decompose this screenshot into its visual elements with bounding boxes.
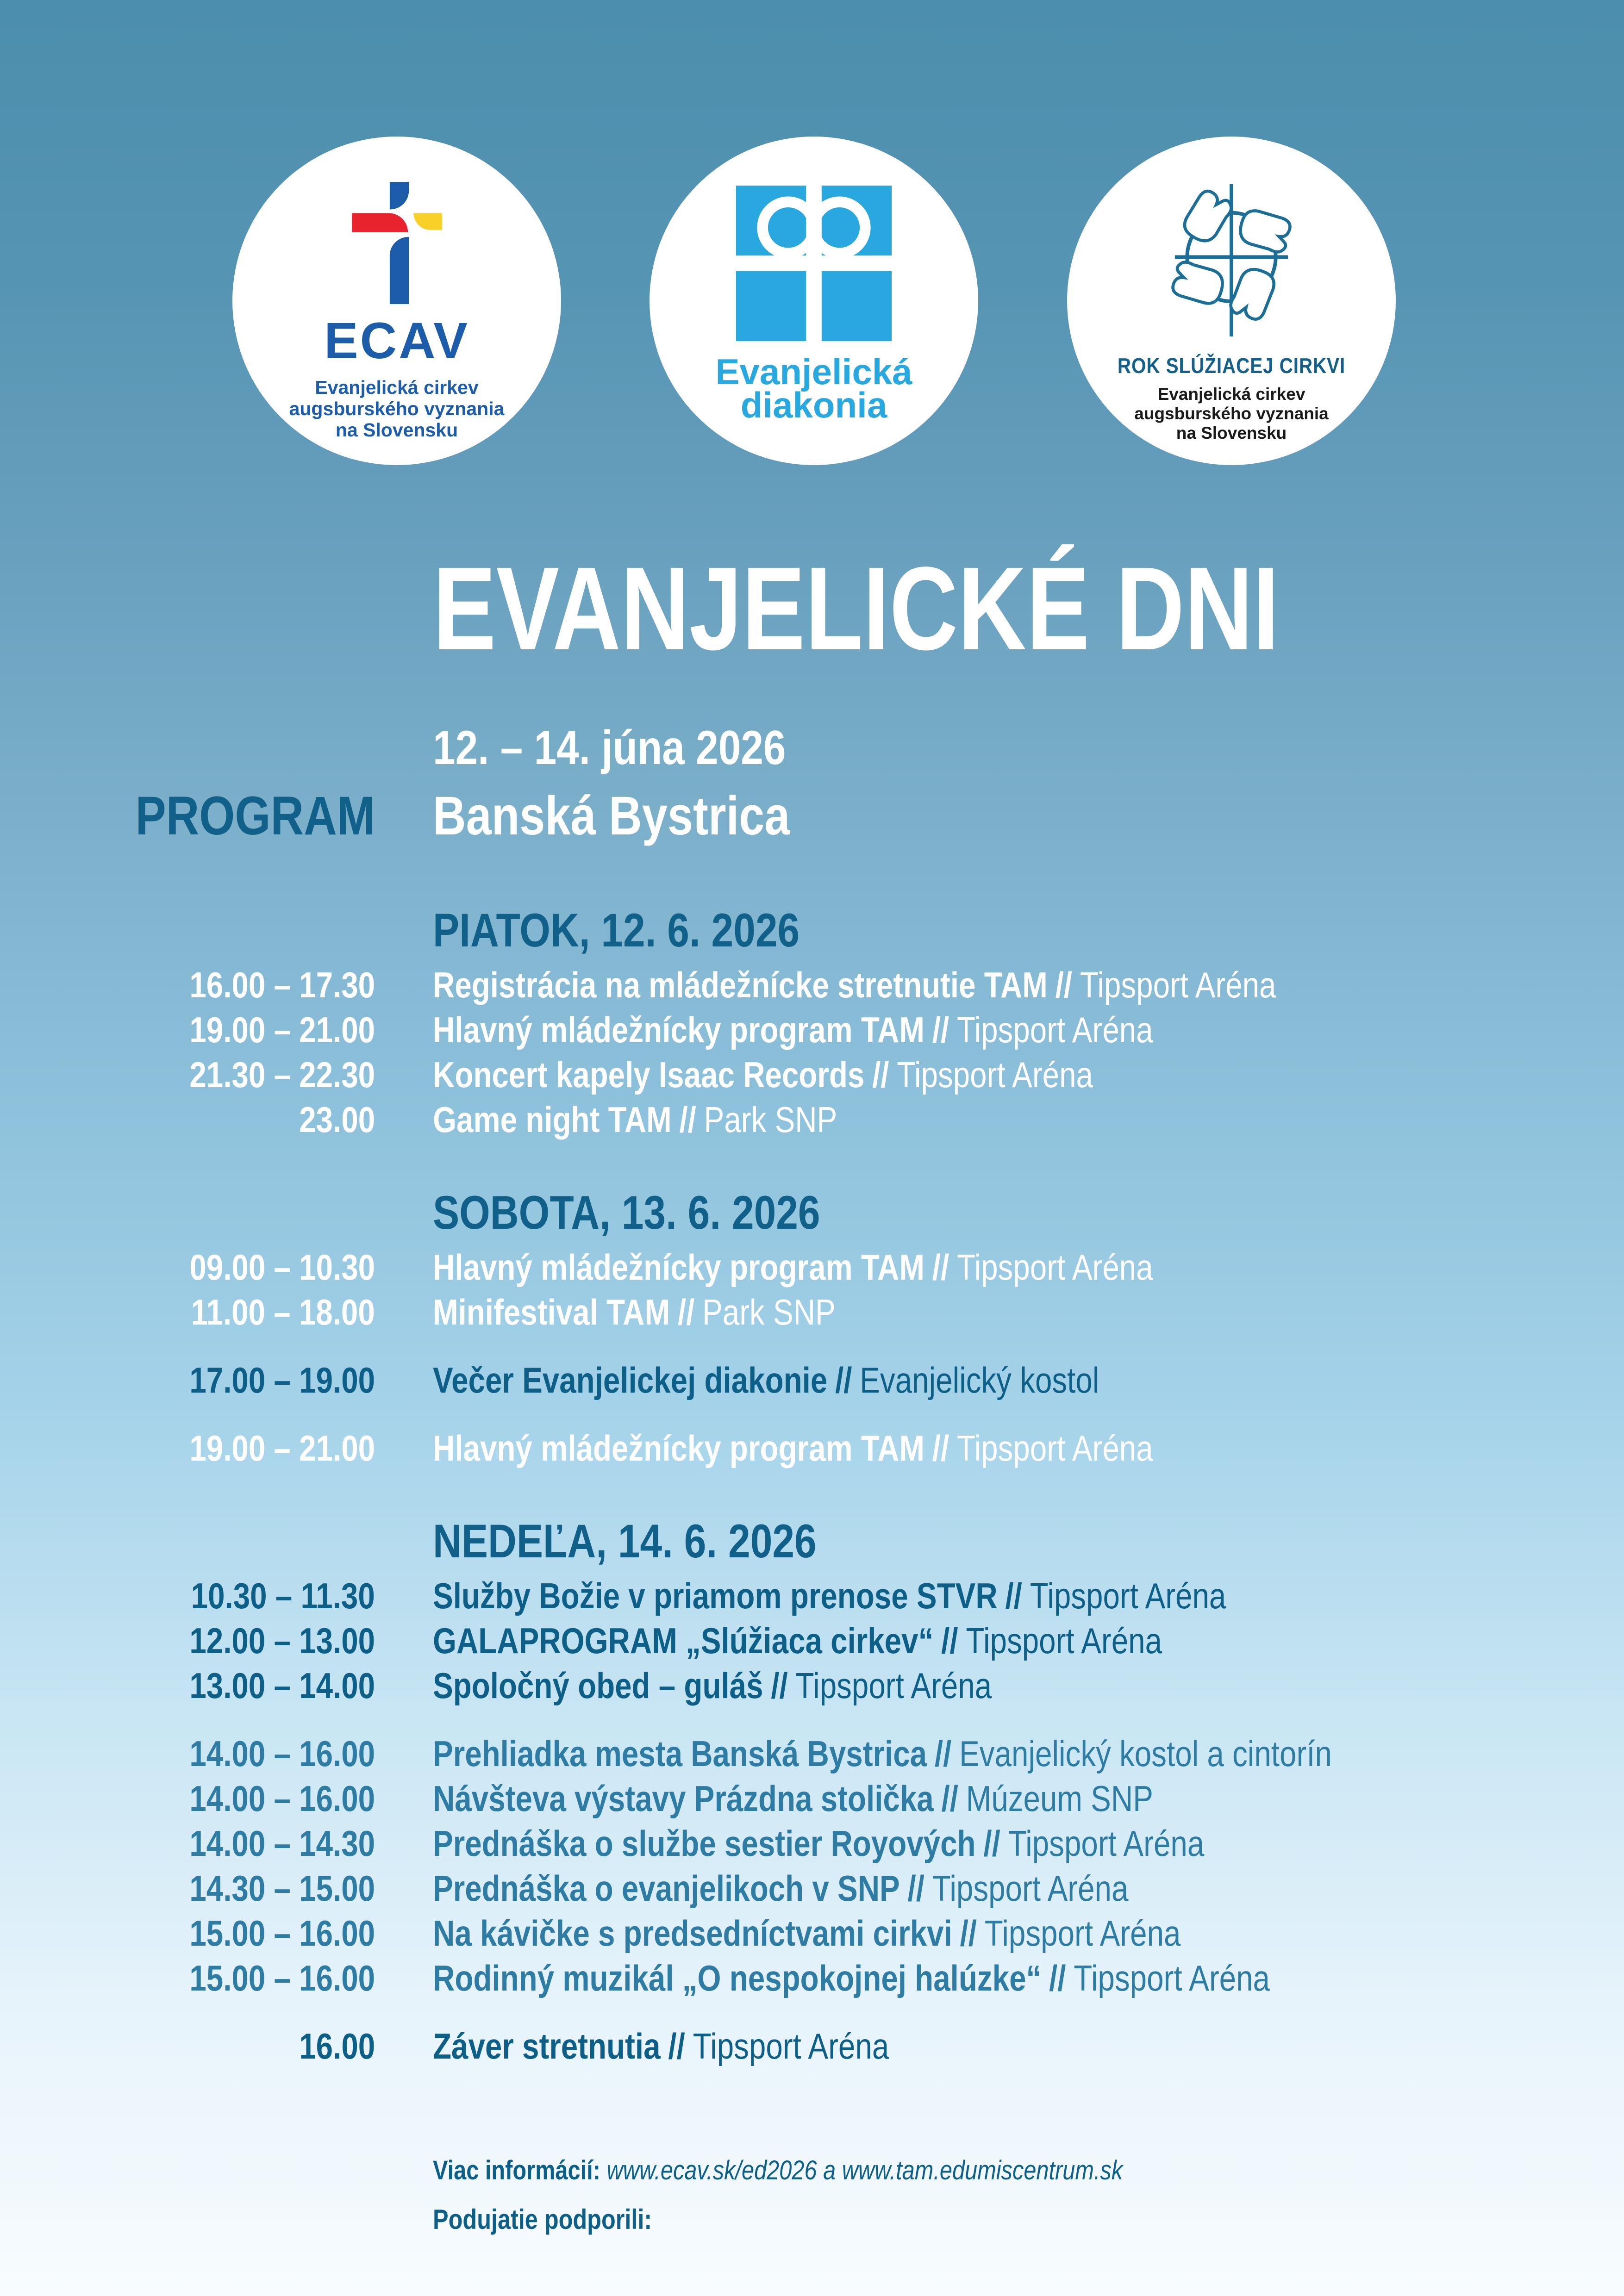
row-location: Tipsport Aréna [956,1247,1153,1288]
row-title: Hlavný mládežnícky program TAM [433,1428,924,1468]
ecav-line-1: Evanjelická cirkev [315,377,479,398]
row-separator: // [835,1360,852,1400]
row-title: Koncert kapely Isaac Records [433,1054,865,1095]
row-location: Tipsport Aréna [795,1665,992,1706]
row-separator: // [941,1778,958,1819]
row-separator: // [679,1099,696,1140]
footer [433,2154,1254,2236]
row-title: Záver stretnutia [433,2026,661,2066]
row-location: Tipsport Aréna [984,1913,1181,1954]
row-time: 09.00 – 10.30 [189,1247,375,1288]
row-title: Hlavný mládežnícky program TAM [433,1247,924,1288]
day-section-sunday [144,1517,1509,2069]
day-section-saturday [144,1188,1509,1471]
row-title: Minifestival TAM [433,1292,670,1332]
row-separator: // [932,1428,949,1468]
schedule-row [144,1911,1509,1956]
row-separator: // [934,1733,952,1774]
row-location: Tipsport Aréna [1030,1575,1226,1616]
row-location: Evanjelický kostol a cintorín [959,1733,1332,1774]
row-time: 14.00 – 16.00 [189,1778,375,1819]
row-time: 10.30 – 11.30 [191,1575,375,1616]
ecav-line-3: na Slovensku [335,419,458,441]
row-title: Prednáška o evanjelikoch v SNP [433,1868,900,1909]
row-time: 15.00 – 16.00 [189,1958,375,1998]
row-separator: // [932,1009,949,1050]
row-time: 11.00 – 18.00 [191,1292,375,1332]
schedule-row [144,1008,1509,1052]
row-time: 14.00 – 14.30 [189,1823,375,1864]
row-title: Na kávičke s predsedníctvami cirkvi [433,1913,952,1954]
schedule-row [144,1245,1509,1290]
schedule-row [144,1663,1509,1708]
row-location: Tipsport Aréna [897,1054,1093,1095]
logo-circle-ecav [232,137,561,465]
row-location: Tipsport Aréna [693,2026,889,2066]
row-title: Hlavný mládežnícky program TAM [433,1009,924,1050]
rok-line-3: na Slovensku [1176,423,1287,442]
schedule-row [144,1290,1509,1335]
diakonia-gift-cross-icon [735,186,893,341]
schedule-row [144,1097,1509,1142]
rok-line-2: augsburského vyznania [1134,404,1329,423]
row-time: 14.00 – 16.00 [189,1733,375,1774]
day-heading: SOBOTA, 13. 6. 2026 [433,1186,820,1239]
row-separator: // [932,1247,949,1288]
row-separator: // [771,1665,788,1706]
rok-hands-cross-icon [1155,179,1308,341]
day-heading: NEDEĽA, 14. 6. 2026 [433,1515,817,1568]
schedule-row [144,2024,1509,2069]
schedule-row [144,1358,1509,1403]
row-title: Game night TAM [433,1099,672,1140]
row-time: 12.00 – 13.00 [189,1620,375,1661]
schedule-row [144,1574,1509,1618]
schedule-row [144,1956,1509,2001]
row-separator: // [983,1823,1000,1864]
program-label: PROGRAM [135,785,375,846]
info-url-2: www.tam.edumiscentrum.sk [842,2155,1123,2185]
more-info-line [433,2154,1254,2187]
row-time: 21.30 – 22.30 [189,1054,375,1095]
row-time: 14.30 – 15.00 [189,1868,375,1909]
row-time: 15.00 – 16.00 [189,1913,375,1954]
schedule-row [144,1731,1509,1776]
row-title: GALAPROGRAM „Slúžiaca cirkev“ [433,1620,934,1661]
row-title: Registrácia na mládežnícke stretnutie TAM [433,964,1048,1005]
row-separator: // [668,2026,685,2066]
schedule-row [144,1618,1509,1663]
logo-circle-diakonia [650,137,978,465]
diakonia-name-line-1: Evanjelická [715,351,912,392]
ecav-cross-icon [352,182,442,304]
schedule-row [144,1052,1509,1097]
row-title: Spoločný obed – guláš [433,1665,763,1706]
row-separator: // [1055,964,1072,1005]
row-location: Tipsport Aréna [1074,1958,1270,1998]
row-time: 19.00 – 21.00 [189,1428,375,1468]
row-separator: // [960,1913,977,1954]
row-separator: // [1049,1958,1066,1998]
ecav-line-2: augsburského vyznania [289,398,505,419]
day-heading: PIATOK, 12. 6. 2026 [433,904,800,957]
row-separator: // [677,1292,695,1332]
supporters-label: Podujatie podporili: [433,2204,652,2235]
row-separator: // [941,1620,958,1661]
row-location: Tipsport Aréna [956,1428,1153,1468]
info-label: Viac informácií: [433,2155,600,2185]
row-separator: // [872,1054,889,1095]
info-url-1: www.ecav.sk/ed2026 [606,2155,817,2185]
row-title: Prehliadka mesta Banská Bystrica [433,1733,927,1774]
poster-title: EVANJELICKÉ DNI [433,542,1280,675]
info-conjunction: a [823,2155,836,2185]
row-title: Služby Božie v priamom prenose STVR [433,1575,998,1616]
row-location: Tipsport Aréna [966,1620,1162,1661]
schedule-row [144,963,1509,1008]
row-time: 19.00 – 21.00 [189,1009,375,1050]
row-title: Návšteva výstavy Prázdna stolička [433,1778,934,1819]
rok-title: ROK SLÚŽIACEJ CIRKVI [1117,354,1346,378]
diakonia-name-line-2: diakonia [740,385,887,425]
row-location: Evanjelický kostol [860,1360,1099,1400]
row-location: Tipsport Aréna [1080,964,1276,1005]
day-section-friday [144,906,1509,1142]
row-title: Večer Evanjelickej diakonie [433,1360,828,1400]
schedule-row [144,1821,1509,1866]
row-time: 17.00 – 19.00 [189,1360,375,1400]
row-time: 13.00 – 14.00 [189,1665,375,1706]
row-title: Prednáška o službe sestier Royových [433,1823,976,1864]
logo-circle-rok-sluziacej-cirkvi [1067,137,1396,465]
event-dates: 12. – 14. júna 2026 [433,721,786,775]
row-location: Tipsport Aréna [1008,1823,1205,1864]
program-schedule [144,906,1509,2069]
row-separator: // [1005,1575,1022,1616]
schedule-row [144,1426,1509,1471]
row-title: Rodinný muzikál „O nespokojnej halúzke“ [433,1958,1042,1998]
ecav-acronym: ECAV [324,312,469,369]
rok-line-1: Evanjelická cirkev [1157,385,1305,404]
row-location: Park SNP [704,1099,837,1140]
row-location: Múzeum SNP [966,1778,1153,1819]
event-city: Banská Bystrica [433,785,790,846]
schedule-row [144,1776,1509,1821]
row-time: 16.00 – 17.30 [189,964,375,1005]
row-location: Park SNP [702,1292,836,1332]
row-time: 23.00 [299,1099,375,1140]
schedule-row [144,1866,1509,1911]
row-location: Tipsport Aréna [932,1868,1129,1909]
row-location: Tipsport Aréna [956,1009,1153,1050]
row-separator: // [907,1868,924,1909]
row-time: 16.00 [299,2026,375,2066]
